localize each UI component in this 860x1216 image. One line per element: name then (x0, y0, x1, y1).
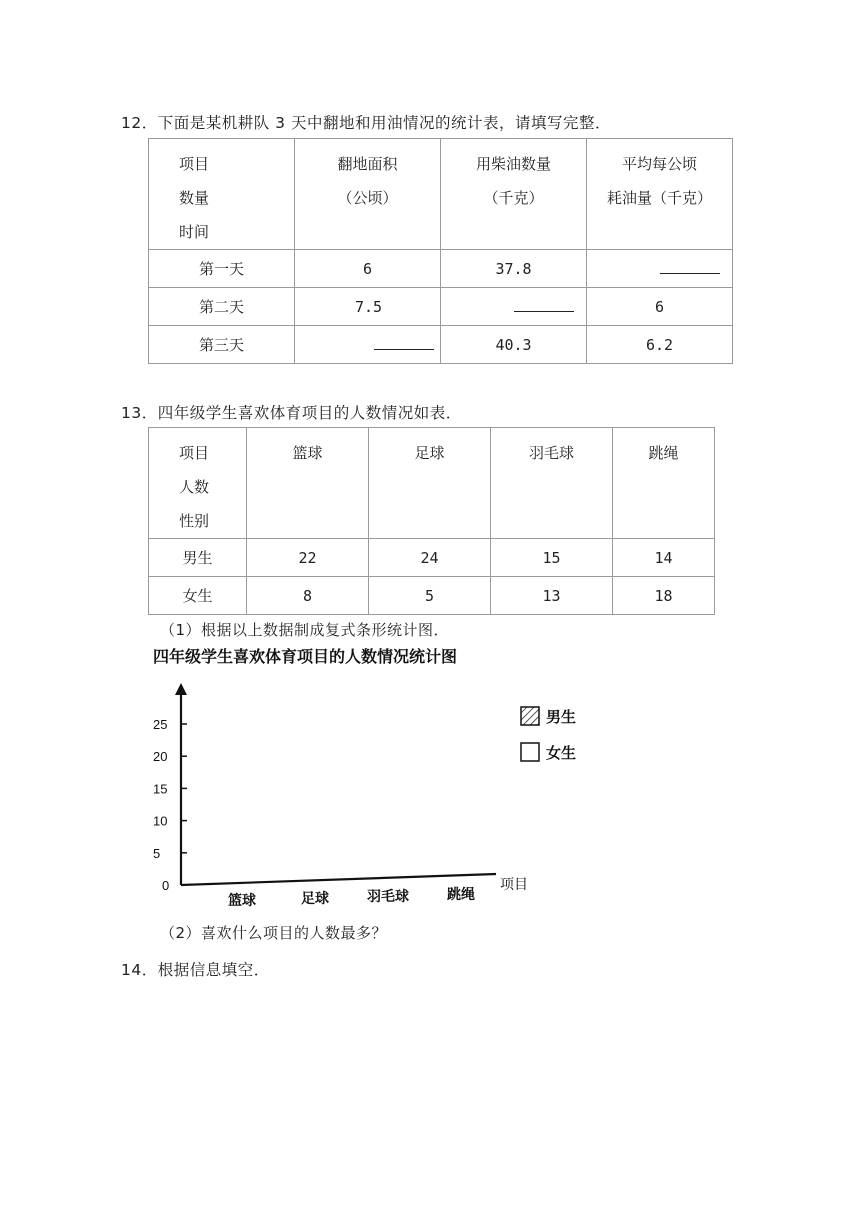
legend-boys-label: 男生 (546, 708, 577, 726)
header-oil-line2: （千克） (483, 189, 544, 207)
header-avg-line2: 耗油量（千克） (606, 189, 712, 207)
corner-label-gender: 性别 (179, 512, 210, 530)
cell-value: 5 (369, 577, 491, 615)
cell-value: 18 (613, 577, 715, 615)
y-tick-label-20: 20 (153, 749, 168, 765)
cell-area-blank[interactable] (295, 326, 441, 364)
bar-chart (150, 645, 582, 913)
row-label: 第一天 (149, 250, 295, 288)
y-tick-label-15: 15 (153, 781, 168, 797)
cell-avg-blank[interactable] (587, 250, 733, 288)
x-category-label: 篮球 (228, 893, 256, 909)
legend-girls-label: 女生 (546, 744, 577, 762)
header-avg (587, 139, 733, 250)
x-category-label: 羽毛球 (367, 889, 409, 905)
question-12-text: 12．下面是某机耕队 3 天中翻地和用油情况的统计表，请填写完整． (121, 114, 611, 132)
header-area-line2: （公顷） (337, 189, 398, 207)
header-oil-line1: 用柴油数量 (475, 155, 551, 173)
corner-label-item: 项目 (179, 155, 210, 173)
cell-value: 14 (613, 539, 715, 577)
header-avg-line1: 平均每公顷 (621, 155, 697, 173)
row-label: 男生 (149, 539, 247, 577)
fill-blank[interactable] (514, 297, 574, 312)
chart-title: 四年级学生喜欢体育项目的人数情况统计图 (153, 647, 458, 666)
table-row (149, 250, 733, 288)
header-jump-rope: 跳绳 (613, 428, 715, 539)
cell-oil: 37.8 (441, 250, 587, 288)
corner-label-quantity: 数量 (179, 189, 210, 207)
table-row (149, 577, 715, 615)
cell-area: 7.5 (295, 288, 441, 326)
row-label: 女生 (149, 577, 247, 615)
y-axis-arrow (175, 683, 187, 695)
table-q13-corner (149, 428, 247, 539)
y-tick-label-0: 0 (162, 878, 170, 893)
y-tick-label-10: 10 (153, 813, 168, 829)
y-tick-label-25: 25 (153, 717, 168, 732)
corner-label-item: 项目 (179, 444, 210, 462)
corner-label-count: 人数 (179, 478, 210, 496)
header-area (295, 139, 441, 250)
x-axis (181, 874, 496, 885)
legend-boys-swatch (521, 707, 539, 725)
x-axis-label: 项目 (500, 877, 528, 893)
cell-avg: 6.2 (587, 326, 733, 364)
table-q12-corner (149, 139, 295, 250)
question-13-text: 13．四年级学生喜欢体育项目的人数情况如表． (121, 404, 462, 422)
row-label: 第三天 (149, 326, 295, 364)
fill-blank[interactable] (374, 335, 434, 350)
cell-value: 24 (369, 539, 491, 577)
table-row (149, 539, 715, 577)
cell-oil-blank[interactable] (441, 288, 587, 326)
sub-question-2: （2）喜欢什么项目的人数最多？ (160, 924, 388, 942)
header-basketball: 篮球 (247, 428, 369, 539)
question-14-text: 14．根据信息填空． (121, 961, 270, 979)
corner-label-time: 时间 (179, 223, 210, 241)
row-label: 第二天 (149, 288, 295, 326)
header-badminton: 羽毛球 (491, 428, 613, 539)
cell-value: 15 (491, 539, 613, 577)
header-football: 足球 (369, 428, 491, 539)
fill-blank[interactable] (660, 259, 720, 274)
table-row (149, 326, 733, 364)
cell-oil: 40.3 (441, 326, 587, 364)
legend-girls-swatch (521, 743, 539, 761)
cell-avg: 6 (587, 288, 733, 326)
sub-question-1: （1）根据以上数据制成复式条形统计图． (160, 621, 450, 639)
x-category-label: 跳绳 (447, 887, 475, 903)
x-category-label: 足球 (301, 891, 329, 907)
table-q13 (148, 427, 715, 615)
header-oil (441, 139, 587, 250)
table-row (149, 288, 733, 326)
cell-value: 22 (247, 539, 369, 577)
cell-area: 6 (295, 250, 441, 288)
cell-value: 8 (247, 577, 369, 615)
table-q12 (148, 138, 733, 364)
header-area-line1: 翻地面积 (337, 155, 398, 173)
y-tick-label-5: 5 (153, 845, 161, 861)
cell-value: 13 (491, 577, 613, 615)
